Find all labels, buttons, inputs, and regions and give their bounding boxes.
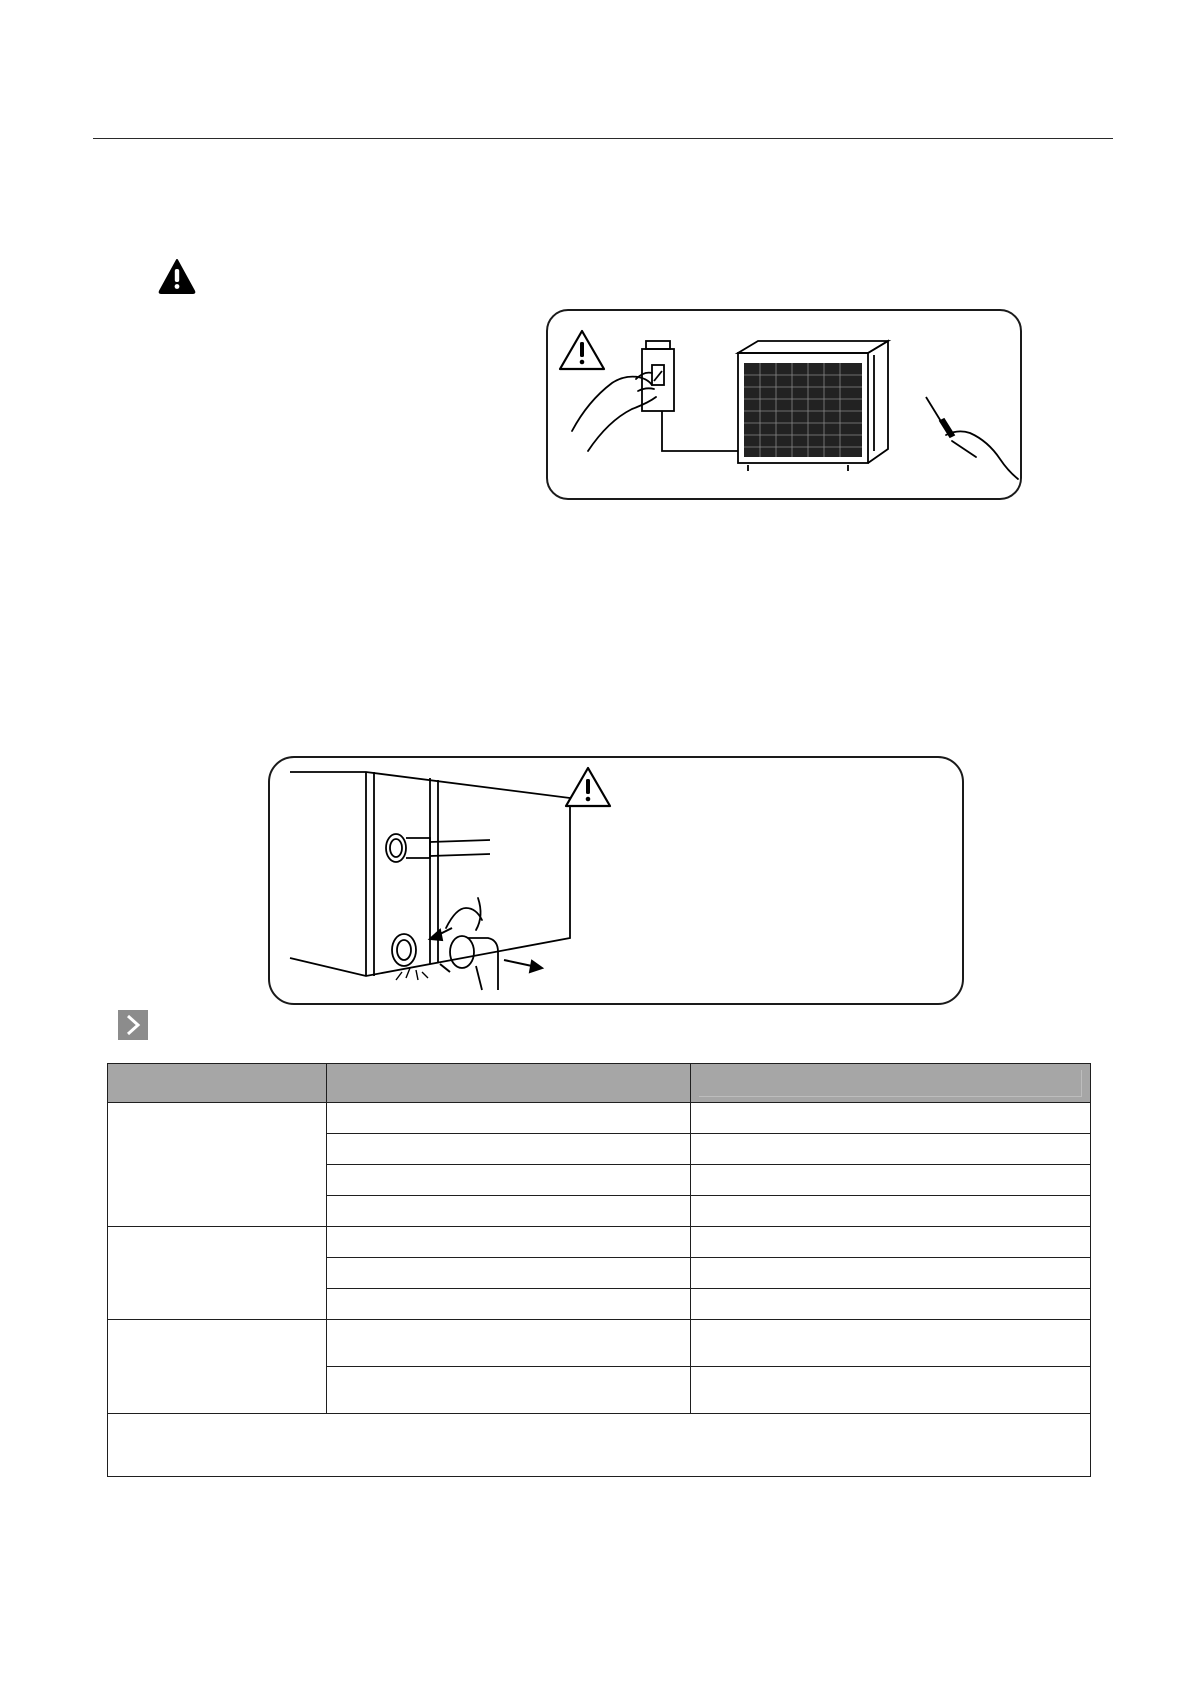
hand-icon bbox=[446, 898, 482, 930]
table-cell bbox=[327, 1165, 691, 1196]
table-cell bbox=[327, 1367, 691, 1414]
table-cell bbox=[691, 1227, 1091, 1258]
table-cell bbox=[691, 1320, 1091, 1367]
table-row bbox=[108, 1320, 1091, 1367]
group-label bbox=[108, 1227, 327, 1320]
warning-triangle-icon bbox=[566, 768, 610, 806]
fan-grille bbox=[744, 363, 862, 457]
group-label bbox=[108, 1103, 327, 1227]
table-row bbox=[108, 1103, 1091, 1134]
figure-drain-water bbox=[268, 756, 964, 1005]
table-row bbox=[108, 1227, 1091, 1258]
chevron-right-icon bbox=[118, 1010, 148, 1040]
table-cell bbox=[327, 1227, 691, 1258]
table-cell bbox=[691, 1134, 1091, 1165]
table-cell bbox=[327, 1289, 691, 1320]
table-cell bbox=[691, 1367, 1091, 1414]
figure-drain-water-drawing bbox=[270, 758, 962, 1003]
warning-triangle-icon bbox=[560, 331, 604, 369]
table-header-cell bbox=[108, 1064, 327, 1103]
header-rule bbox=[93, 138, 1113, 139]
screwdriver-icon bbox=[926, 397, 954, 437]
warning-triangle-icon bbox=[158, 258, 196, 294]
arrow-icon bbox=[430, 928, 542, 972]
table-header-row bbox=[108, 1064, 1091, 1103]
table-cell bbox=[327, 1196, 691, 1227]
table-cell bbox=[691, 1258, 1091, 1289]
heat-pump-side-icon bbox=[290, 772, 570, 976]
table-cell bbox=[327, 1103, 691, 1134]
table-cell bbox=[691, 1196, 1091, 1227]
group-label bbox=[108, 1320, 327, 1414]
circuit-breaker-icon bbox=[642, 341, 738, 451]
table-header-cell bbox=[327, 1064, 691, 1103]
hand-icon bbox=[946, 431, 1018, 479]
table-cell bbox=[327, 1134, 691, 1165]
table-cell bbox=[691, 1289, 1091, 1320]
spec-table bbox=[107, 1063, 1091, 1477]
figure-disconnect-power bbox=[546, 309, 1022, 500]
table-header-cell bbox=[691, 1064, 1091, 1103]
figure-disconnect-power-drawing bbox=[548, 311, 1020, 498]
table-cell bbox=[327, 1258, 691, 1289]
table-note bbox=[108, 1414, 1091, 1477]
table-note-row bbox=[108, 1414, 1091, 1477]
table-cell bbox=[691, 1165, 1091, 1196]
table-cell bbox=[327, 1320, 691, 1367]
table-cell bbox=[691, 1103, 1091, 1134]
